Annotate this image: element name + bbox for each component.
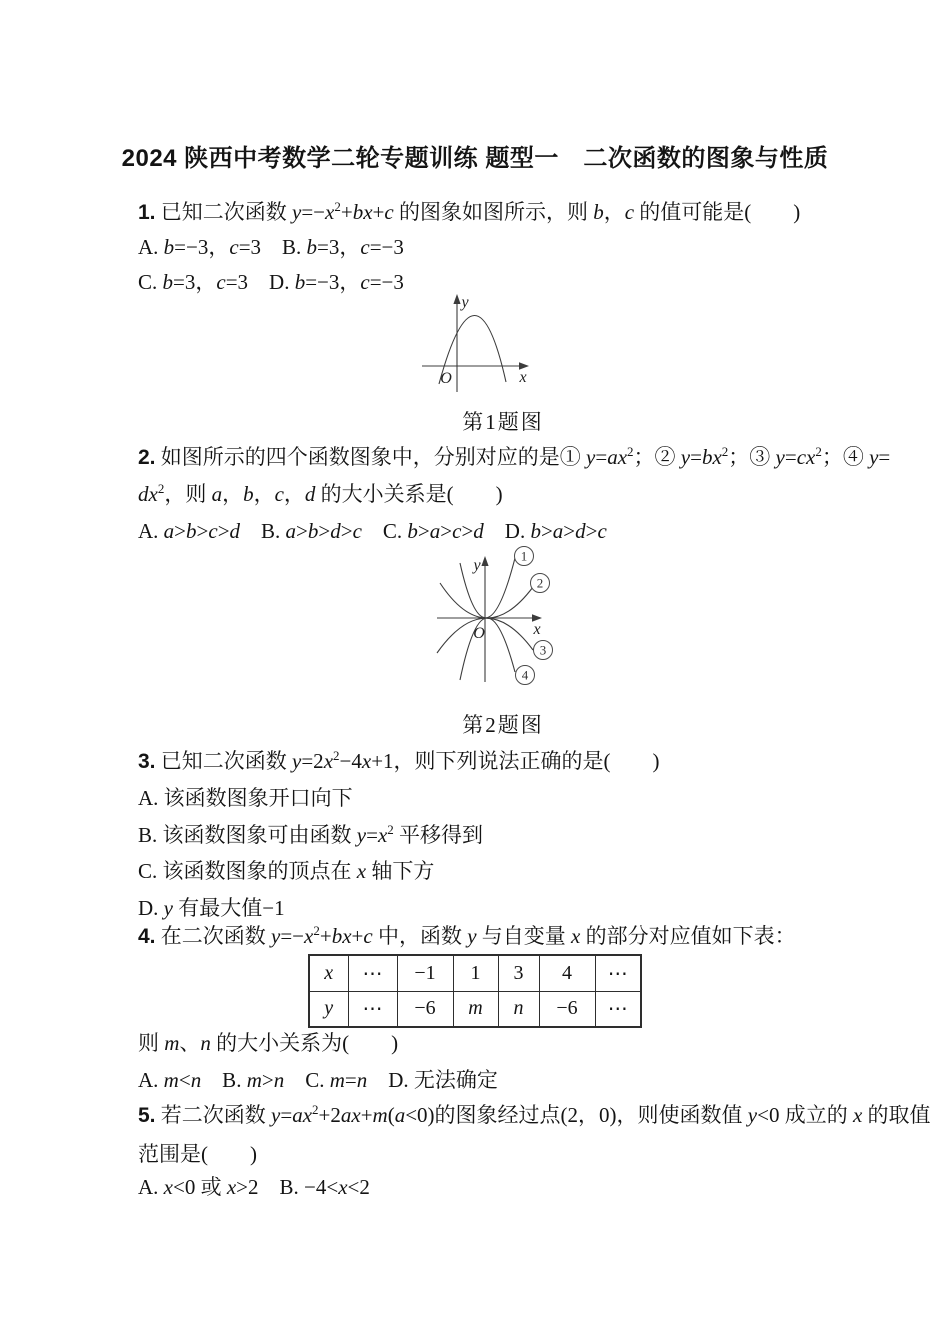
q2-options: A. a>b>c>d B. a>b>d>c C. b>a>c>d D. b>a>d>c (138, 519, 607, 543)
q4-value-table (308, 954, 642, 1028)
table-cell: y (309, 991, 348, 1027)
fig1-caption: 第1题图 (462, 410, 544, 434)
fig2-badge-2-num: 2 (536, 575, 544, 591)
fig2-curve-4 (460, 618, 515, 680)
fig2-caption: 第2题图 (462, 713, 544, 737)
table-cell: ⋯ (595, 955, 641, 991)
q2-stem-line1: 2. 如图所示的四个函数图象中，分别对应的是① $y=ax^2$；② $y=bx^2$；③ $y=cx^2$；④ y= (138, 444, 891, 469)
table-cell: x (309, 955, 348, 991)
q1-options-ab: A. b=−3，c=3 B. b=3，c=−3 (138, 235, 404, 259)
fig2-y-arrow-icon (481, 556, 488, 566)
q3-stem: 3. 已知二次函数 $y=2x^2-4x+1$，则下列说法正确的是( ) (138, 748, 660, 773)
q5-stem-line2: 范围是( ) (138, 1142, 257, 1166)
fig2-curve-2 (440, 583, 533, 618)
table-cell: 4 (539, 955, 595, 991)
q4-relation: 则 m、n 的大小关系为( ) (138, 1031, 399, 1055)
table-cell: −6 (539, 991, 595, 1027)
q3-option-b: B. 该函数图象可由函数 $y=x^2$ 平移得到 (138, 822, 484, 847)
q4-options: A. m<n B. m>n C. m=n D. 无法确定 (138, 1068, 498, 1092)
fig2-y-axis-label: y (473, 557, 481, 574)
fig1-origin-label: O (440, 370, 452, 387)
table-cell: ⋯ (348, 955, 397, 991)
table-row-y (309, 991, 641, 1027)
q3-option-d: D. y 有最大值−1 (138, 896, 285, 920)
table-cell: n (498, 991, 539, 1027)
q5-options: A. x<0 或 x>2 B. −4<x<2 (138, 1175, 370, 1199)
fig1-y-arrow-icon (453, 294, 460, 304)
table-cell: ⋯ (348, 991, 397, 1027)
q2-parabolas-figure (413, 543, 603, 698)
q1-stem: 1. 已知二次函数 $y=-x^2+bx+c$ 的图象如图所示，则 b，c 的值可能是( ) (138, 199, 801, 224)
table-cell: −1 (397, 955, 453, 991)
fig2-curve-1 (460, 558, 515, 618)
q3-option-a: A. 该函数图象开口向下 (138, 786, 353, 810)
table-cell: m (453, 991, 498, 1027)
q5-stem-line1: 5. 若二次函数 $y=ax^2+2ax+m(a<0)$的图象经过点(2，0)，则使函数值 y<0 成立的 x 的取值 (138, 1102, 931, 1127)
q4-stem: 4. 在二次函数 $y=-x^2+bx+c$ 中，函数 y 与自变量 x 的部分对应值如下表： (138, 923, 796, 948)
fig1-y-axis-label: y (461, 294, 469, 311)
q2-stem-line2: $dx^2$，则 a，b，c，d 的大小关系是( ) (138, 481, 503, 506)
page-title: 2024 陕西中考数学二轮专题训练 题型一 二次函数的图象与性质 (121, 145, 829, 172)
table-cell: 1 (453, 955, 498, 991)
fig2-badge-1-num: 1 (520, 548, 528, 564)
table-cell: 3 (498, 955, 539, 991)
table-cell: ⋯ (595, 991, 641, 1027)
fig2-x-axis-label: x (533, 621, 541, 638)
table-row-x (309, 955, 641, 991)
q3-option-c: C. 该函数图象的顶点在 x 轴下方 (138, 859, 435, 883)
fig1-x-axis-label: x (519, 369, 527, 386)
table-cell: −6 (397, 991, 453, 1027)
fig2-origin-label: O (473, 625, 485, 642)
fig2-badge-3-num: 3 (539, 642, 547, 658)
q1-options-cd: C. b=3，c=3 D. b=−3，c=−3 (138, 270, 404, 294)
fig2-badge-4-num: 4 (521, 667, 529, 683)
q1-parabola-figure (413, 291, 538, 396)
